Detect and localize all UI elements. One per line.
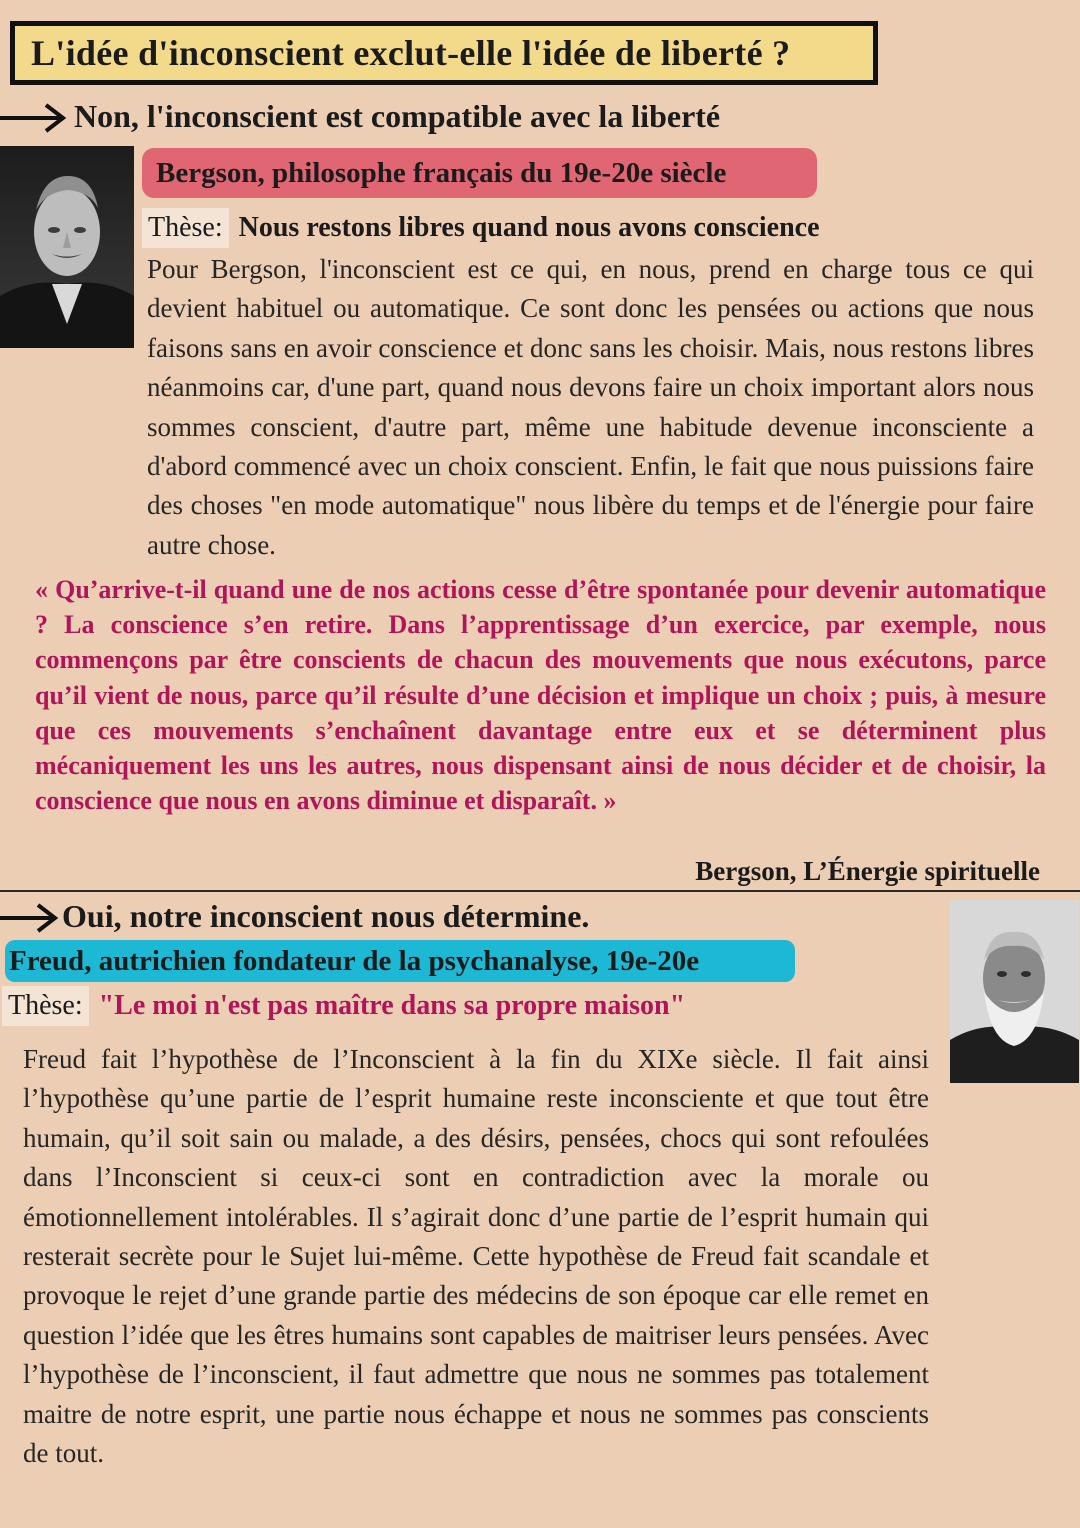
- these-label: Thèse:: [142, 208, 229, 248]
- freud-philosopher-label: Freud, autrichien fondateur de la psychanalyse, 19e-20e: [5, 940, 795, 982]
- bergson-these-row: [142, 208, 820, 248]
- right-arrow-icon: [0, 96, 70, 136]
- section1-heading-row: [0, 96, 720, 136]
- section2-heading-row: [0, 896, 589, 936]
- freud-these-row: [2, 986, 685, 1026]
- freud-paragraph: Freud fait l’hypothèse de l’Inconscient à la fin du XIXe siècle. Il fait ainsi l’hypothèse qu’une partie de l’esprit humaine reste inconsciente et que tout être humain, qu’il soit sain ou malade, a des désirs, pensées, chocs qui sont refoulées dans l’Inconscient si ceux-ci sont en contradiction avec la morale ou émotionnellement intolérables. Il s’agirait donc d’une partie de l’esprit humain qui resterait secrète pour le Sujet lui-même. Cette hypothèse de Freud fait scandale et provoque le rejet d’une grande partie des médecins de son époque car elle remet en question l’idée que les êtres humains sont capables de maitriser leurs pensées. Avec l’hypothèse de l’inconscient, il faut admettre que nous ne sommes pas totalement maitre de notre esprit, une partie nous échappe et nous ne sommes pas conscients de tout.: [23, 1044, 929, 1469]
- bergson-paragraph: Pour Bergson, l'inconscient est ce qui, en nous, prend en charge tous ce qui devient habituel ou automatique. Ce sont donc les pensées ou actions que nous faisons sans en avoir conscience et donc sans les choisir. Mais, nous restons libres néanmoins car, d'une part, quand nous devons faire un choix important alors nous sommes conscient, d'autre part, même une habitude devenue inconsciente a d'abord commencé avec un choix conscient. Enfin, le fait que nous puissions faire des choses "en mode automatique" nous libère du temps et de l'énergie pour faire autre chose.: [147, 254, 1034, 560]
- section2-heading: Oui, notre inconscient nous détermine.: [62, 897, 590, 934]
- bergson-citation: Bergson, L’Énergie spirituelle: [695, 856, 1040, 886]
- bergson-philosopher-label: Bergson, philosophe français du 19e-20e siècle: [142, 148, 817, 198]
- freud-portrait: [950, 900, 1079, 1083]
- bergson-these-text: Nous restons libres quand nous avons conscience: [238, 212, 820, 243]
- section-divider: [0, 890, 1080, 892]
- bergson-quote: « Qu’arrive-t-il quand une de nos actions cesse d’être spontanée pour devenir automatique ? La conscience s’en retire. Dans l’apprentissage d’un exercice, par exemple, nous commençons par être conscients de chacun des mouvements que nous exécutons, parce qu’il vient de nous, parce qu’il résulte d’une décision et implique un choix ; puis, à mesure que ces mouvements s’enchaînent davantage entre eux et se déterminent plus mécaniquement les uns les autres, nous dispensant ainsi de nous décider et de choisir, la conscience que nous en avons diminue et disparaît. »: [35, 575, 1046, 816]
- right-arrow-icon: [0, 896, 60, 936]
- bergson-portrait: [0, 146, 134, 348]
- freud-these-text: "Le moi n'est pas maître dans sa propre maison": [98, 990, 686, 1021]
- section1-heading: Non, l'inconscient est compatible avec la liberté: [74, 97, 721, 134]
- page-title: L'idée d'inconscient exclut-elle l'idée de liberté ?: [10, 21, 878, 85]
- these-label: Thèse:: [2, 986, 89, 1026]
